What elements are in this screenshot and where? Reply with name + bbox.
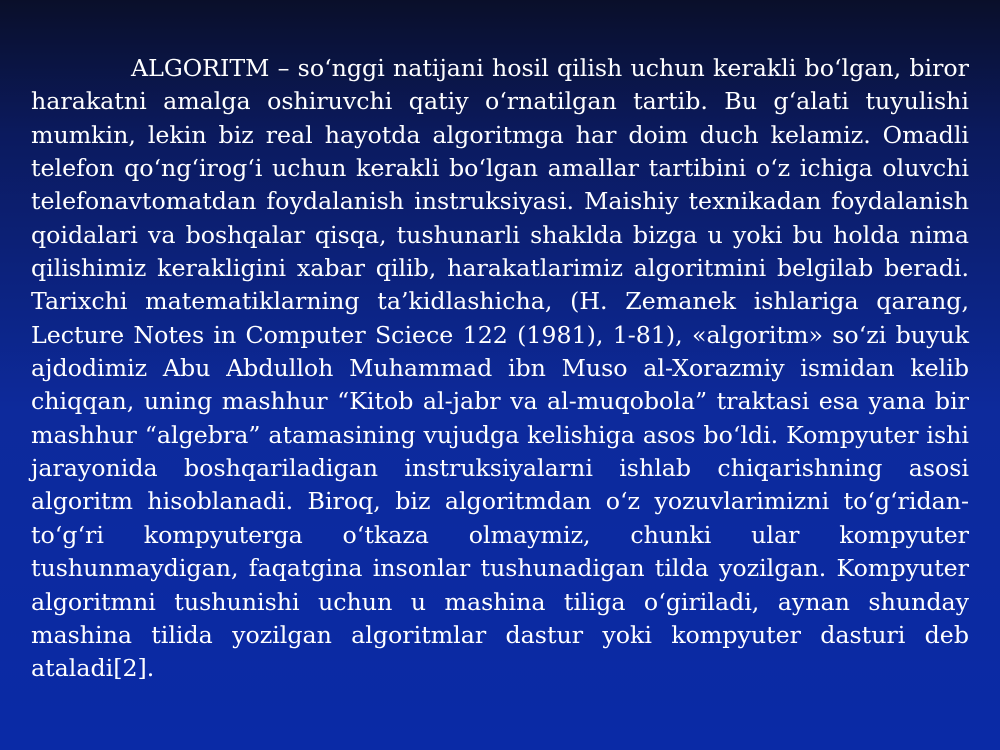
text-block [31, 52, 969, 686]
definition-paragraph: ALGORITM – so‘nggi natijani hosil qilish uchun kerakli bo‘lgan, biror harakatni amalga oshiruvchi qatiy o‘rnatilgan tartib. Bu g‘alati tuyulishi mumkin, lekin biz real hayotda algoritmga har doim duch kelamiz. Omadli telefon qo‘ng‘irog‘i uchun kerakli bo‘lgan amallar tartibini o‘z ichiga oluvchi telefonavtomatdan foydalanish instruksiyasi. Maishiy texnikadan foydalanish qoidalari va boshqalar qisqa, tushunarli shaklda bizga u yoki bu holda nima qilishimiz kerakligini xabar qilib, harakatlarimiz algoritmini belgilab beradi. Tarixchi matematiklarning ta’kidlashicha, (H. Zemanek ishlariga qarang, Lecture Notes in Computer Sciece 122 (1981), 1-81), «algoritm» so‘zi buyuk ajdodimiz Abu Abdulloh Muhammad ibn Muso al-Xorazmiy ismidan kelib chiqqan, uning mashhur “Kitob al-jabr va al-muqobola” traktasi esa yana bir mashhur “algebra” atamasining vujudga kelishiga asos bo‘ldi. Kompyuter ishi jarayonida boshqariladigan instruksiyalarni ishlab chiqarishning asosi algoritm hisoblanadi. Biroq, biz algoritmdan o‘z yozuvlarimizni to‘g‘ridan-to‘g‘ri kompyuterga o‘tkaza olmaymiz, chunki ular kompyuter tushunmaydigan, faqatgina insonlar tushunadigan tilda yozilgan. Kompyuter algoritmni tushunishi uchun u mashina tiliga o‘giriladi, aynan shunday mashina tilida yozilgan algoritmlar dastur yoki kompyuter dasturi deb ataladi[2]. [31, 54, 969, 683]
